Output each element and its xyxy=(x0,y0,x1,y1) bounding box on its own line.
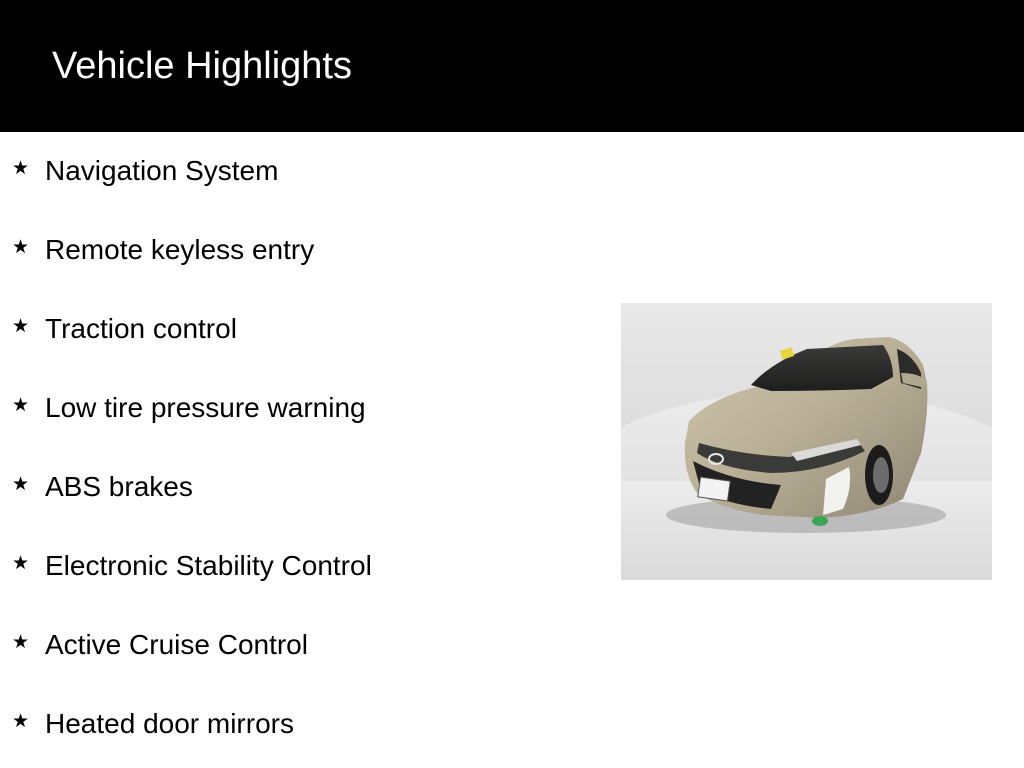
feature-label: Low tire pressure warning xyxy=(45,392,366,423)
feature-item xyxy=(0,707,600,747)
star-icon: ★ xyxy=(12,394,30,416)
feature-item xyxy=(0,549,600,589)
feature-label: Heated door mirrors xyxy=(45,708,294,739)
feature-item xyxy=(0,470,600,510)
star-icon: ★ xyxy=(12,236,30,258)
feature-item xyxy=(0,154,600,194)
feature-label: Navigation System xyxy=(45,155,279,186)
star-icon: ★ xyxy=(12,473,30,495)
feature-item xyxy=(0,628,600,668)
star-icon: ★ xyxy=(12,552,30,574)
feature-label: Remote keyless entry xyxy=(45,234,315,265)
star-icon: ★ xyxy=(12,710,30,732)
feature-label: ABS brakes xyxy=(45,471,193,502)
feature-item xyxy=(0,391,600,431)
feature-item xyxy=(0,233,600,273)
header-bar xyxy=(0,0,1024,132)
page-title: Vehicle Highlights xyxy=(52,45,352,87)
feature-label: Traction control xyxy=(45,313,237,344)
feature-label: Active Cruise Control xyxy=(45,629,308,660)
star-icon: ★ xyxy=(12,157,30,179)
feature-label: Electronic Stability Control xyxy=(45,550,372,581)
vehicle-photo xyxy=(621,303,992,580)
feature-item xyxy=(0,312,600,352)
star-icon: ★ xyxy=(12,315,30,337)
star-icon: ★ xyxy=(12,631,30,653)
